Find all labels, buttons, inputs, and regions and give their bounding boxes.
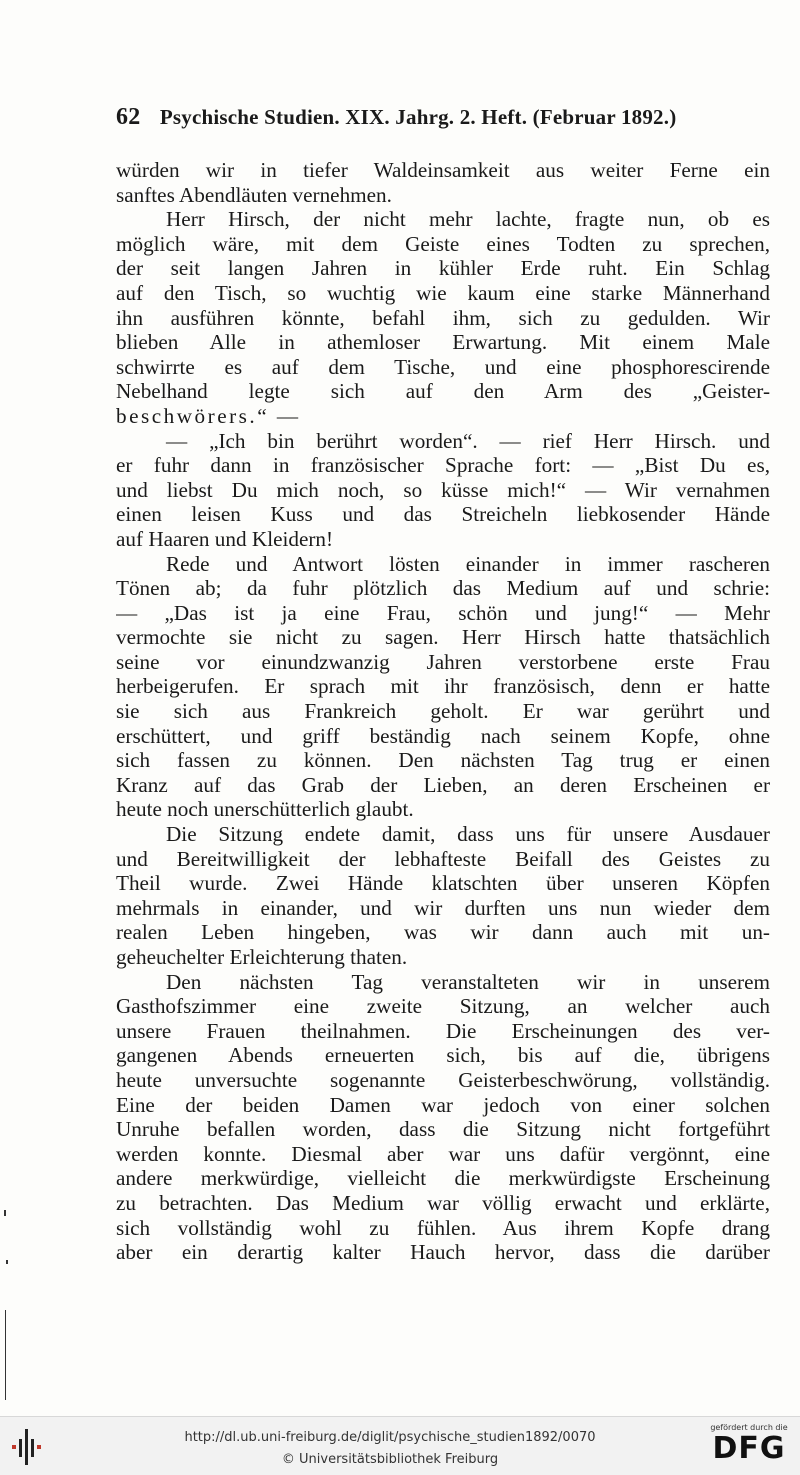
text-line: Den nächsten Tag veranstalteten wir in unserem [166, 969, 770, 994]
text-line: der seit langen Jahren in kühler Erde ruht. Ein Schlag [116, 256, 770, 281]
text-line: Eine der beiden Damen war jedoch von einer solchen [116, 1092, 770, 1117]
source-url[interactable]: http://dl.ub.uni-freiburg.de/diglit/psychische_studien1892/0070 [184, 1430, 596, 1445]
text-line: sie sich aus Frankreich geholt. Er war gerührt und [116, 699, 770, 724]
text-line: Unruhe befallen worden, dass die Sitzung nicht fortgeführt [116, 1117, 770, 1142]
text-line: Herr Hirsch, der nicht mehr lachte, fragte nun, ob es [166, 207, 770, 232]
text-line: erschüttert, und griff beständig nach seinem Kopfe, ohne [116, 723, 770, 748]
scan-edge-line [5, 1310, 6, 1400]
page-number: 62 [116, 104, 141, 130]
text-line: unsere Frauen theilnahmen. Die Erscheinungen des ver- [116, 1018, 770, 1043]
text-line: blieben Alle in athemloser Erwartung. Mit einem Male [116, 330, 770, 355]
text-line: und Bereitwilligkeit der lebhafteste Beifall des Geistes zu [116, 846, 770, 871]
text-line: vermochte sie nicht zu sagen. Herr Hirsch hatte thatsächlich [116, 625, 770, 650]
text-line: ihn ausführen könnte, befahl ihm, sich zu gedulden. Wir [116, 305, 770, 330]
running-header [116, 104, 770, 131]
viewer-footer [0, 1416, 800, 1475]
text-line: sich vollständig wohl zu fühlen. Aus ihrem Kopfe drang [116, 1215, 770, 1240]
text-line: realen Leben hingeben, was wir dann auch mit un- [116, 920, 770, 945]
text-line: auf den Tisch, so wuchtig wie kaum eine starke Männerhand [116, 280, 770, 305]
text-line: Rede und Antwort lösten einander in immer rascheren [166, 551, 770, 576]
text-line: Theil wurde. Zwei Hände klatschten über unseren Köpfen [116, 871, 770, 896]
copyright-notice: © Universitätsbibliothek Freiburg [281, 1452, 499, 1467]
ub-freiburg-logo-icon [8, 1427, 48, 1467]
dfg-sponsor-logo [704, 1423, 794, 1471]
text-line: möglich wäre, mit dem Geiste eines Todten zu sprechen, [116, 231, 770, 256]
text-line: Die Sitzung endete damit, dass uns für unsere Ausdauer [166, 822, 770, 847]
text-line: herbeigerufen. Er sprach mit ihr französisch, denn er hatte [116, 674, 770, 699]
text-line: geheuchelter Erleichterung thaten. [116, 945, 408, 969]
text-line: zu betrachten. Das Medium war völlig erwacht und erklärte, [116, 1190, 770, 1215]
running-title: Psychische Studien. XIX. Jahrg. 2. Heft. (Februar 1892.) [159, 105, 677, 129]
text-line: Tönen ab; da fuhr plötzlich das Medium auf und schrie: [116, 576, 770, 601]
text-line: — „Das ist ja eine Frau, schön und jung!“ — Mehr [116, 600, 770, 625]
text-line: und liebst Du mich noch, so küsse mich!“ — Wir vernahmen [116, 477, 770, 502]
text-line: seine vor einundzwanzig Jahren verstorbene erste Frau [116, 649, 770, 674]
dfg-logo: DFG [712, 1431, 786, 1466]
text-line: beschwörers.“ — [116, 403, 301, 428]
text-line: Nebelhand legte sich auf den Arm des „Geister- [116, 379, 770, 404]
text-line: sich fassen zu können. Den nächsten Tag trug er einen [116, 748, 770, 773]
text-line: würden wir in tiefer Waldeinsamkeit aus weiter Ferne ein [116, 158, 770, 182]
text-line: — „Ich bin berührt worden“. — rief Herr Hirsch. und [166, 428, 770, 453]
text-line: aber ein derartig kalter Hauch hervor, dass die darüber [116, 1240, 770, 1265]
body-text [116, 158, 770, 1265]
text-line: schwirrte es auf dem Tische, und eine phosphorescirende [116, 354, 770, 379]
text-line: werden konnte. Diesmal aber war uns dafür vergönnt, eine [116, 1141, 770, 1166]
text-line: einen leisen Kuss und das Streicheln liebkosender Hände [116, 502, 770, 527]
text-line: sanftes Abendläuten vernehmen. [116, 182, 392, 207]
scan-margin-marks [0, 1200, 20, 1420]
text-line: er fuhr dann in französischer Sprache fort: — „Bist Du es, [116, 453, 770, 478]
text-line: heute unversuchte sogenannte Geisterbeschwörung, vollständig. [116, 1067, 770, 1092]
dfg-note: gefördert durch die [710, 1423, 788, 1432]
text-line: andere merkwürdige, vielleicht die merkwürdigste Erscheinung [116, 1166, 770, 1191]
text-line: auf Haaren und Kleidern! [116, 526, 334, 551]
scan-speck [6, 1260, 8, 1264]
text-line: gangenen Abends erneuerten sich, bis auf die, übrigens [116, 1043, 770, 1068]
text-line: Gasthofszimmer eine zweite Sitzung, an welcher auch [116, 994, 770, 1019]
scan-speck [4, 1210, 6, 1216]
text-line: Kranz auf das Grab der Lieben, an deren Erscheinen er [116, 772, 770, 797]
text-line: heute noch unerschütterlich glaubt. [116, 797, 414, 822]
text-line: mehrmals in einander, und wir durften uns nun wieder dem [116, 895, 770, 920]
